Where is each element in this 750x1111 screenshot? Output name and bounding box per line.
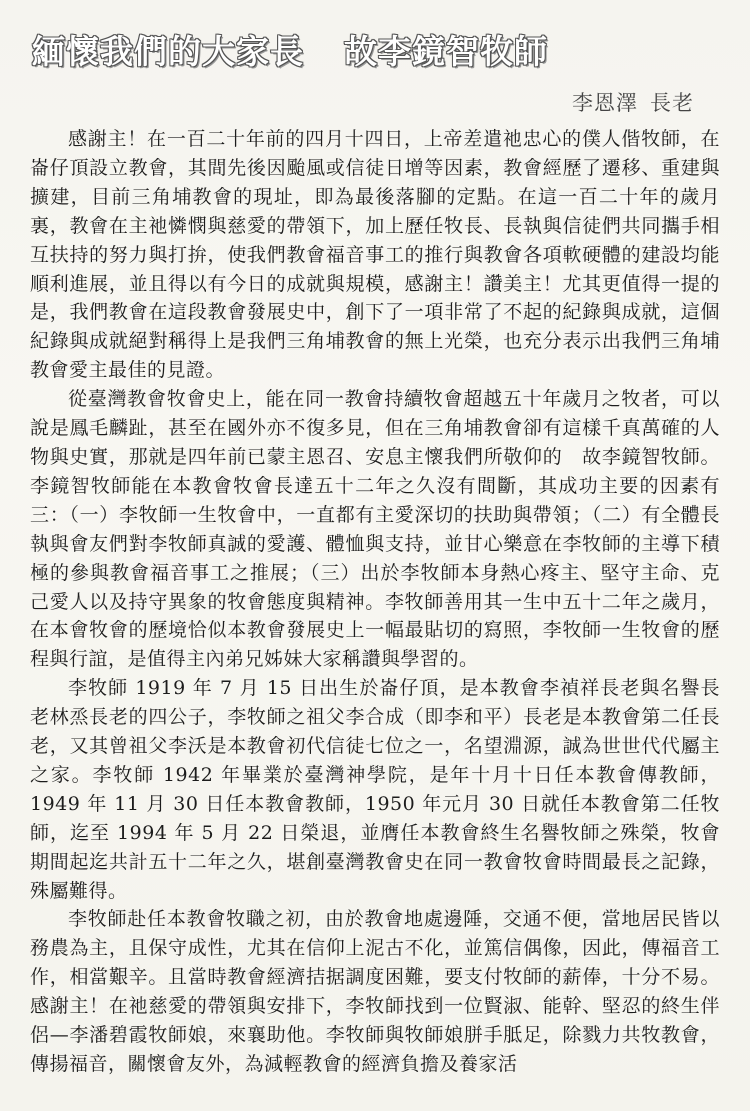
author-byline bbox=[572, 87, 694, 117]
paragraph-1: 感謝主！在一百二十年前的四月十四日，上帝差遣祂忠心的僕人偕牧師，在崙仔頂設立教會，其間先後因颱風或信徒日增等因素，教會經歷了遷移、重建與擴建，目前三角埔教會的現址，即為最後落腳的定點。在這一百二十年的歲月裏，教會在主祂憐憫與慈愛的帶領下，加上歷任牧長、長執與信徒們共同攜手相互扶持的努力與打拚，使我們教會福音事工的推行與教會各項軟硬體的建設均能順利進展，並且得以有今日的成就與規模，感謝主！讚美主！尤其更值得一提的是，我們教會在這段教會發展史中，創下了一項非常了不起的紀錄與成就，這個紀錄與成就絕對稱得上是我們三角埔教會的無上光榮，也充分表示出我們三角埔教會愛主最佳的見證。 bbox=[30, 128, 720, 382]
article-body bbox=[30, 125, 720, 1079]
author-role: 長老 bbox=[650, 91, 694, 115]
paragraph-4: 李牧師赴任本教會牧職之初，由於教會地處邊陲，交通不便，當地居民皆以務農為主，且保守成性，尤其在信仰上泥古不化，並篤信偶像，因此，傳福音工作，相當艱辛。且當時教會經濟拮据調度困難，要支付牧師的薪俸，十分不易。感謝主！在祂慈愛的帶領與安排下，李牧師找到一位賢淑、能幹、堅忍的終生伴侶—李潘碧霞牧師娘，來襄助他。李牧師與牧師娘胼手胝足，除戮力共牧教會，傳揚福音，關懷會友外，為減輕教會的經濟負擔及養家活 bbox=[30, 908, 720, 1075]
article-title bbox=[32, 26, 722, 73]
paragraph-3: 李牧師 1919 年 7 月 15 日出生於崙仔頂，是本教會李禎祥長老與名譽長老林烝長老的四公子，李牧師之祖父李合成（即李和平）長老是本教會第二任長老，又其曾祖父李沃是本教會初代信徒七位之一，名望淵源，誠為世世代代屬主之家。李牧師 1942 年畢業於臺灣神學院，是年十月十日任本教會傳教師，1949 年 11 月 30 日任本教會教師，1950 年元月 30 日就任本教會第二任牧師，迄至 1994 年 5 月 22 日榮退，並膺任本教會終生名譽牧師之殊榮，牧會期間起迄共計五十二年之久，堪創臺灣教會史在同一教會牧會時間最長之記錄，殊屬難得。 bbox=[30, 677, 720, 902]
article-title-main: 緬懷我們的大家長 bbox=[32, 32, 304, 71]
author-name: 李恩澤 bbox=[572, 91, 638, 115]
paragraph-2: 從臺灣教會牧會史上，能在同一教會持續牧會超越五十年歲月之牧者，可以說是鳳毛麟趾，甚至在國外亦不復多見，但在三角埔教會卻有這樣千真萬確的人物與史實，那就是四年前已蒙主恩召、安息主懷我們所敬仰的 故李鏡智牧師。李鏡智牧師能在本教會牧會長達五十二年之久沒有間斷，其成功主要的因素有三：（一）李牧師一生牧會中，一直都有主愛深切的扶助與帶領；（二）有全體長執與會友們對李牧師真誠的愛護、體恤與支持，並甘心樂意在李牧師的主導下積極的參與教會福音事工之推展；（三）出於李牧師本身熱心疼主、堅守主命、克己愛人以及持守異象的牧會態度與精神。李牧師善用其一生中五十二年之歲月，在本會牧會的歷境恰似本教會發展史上一幅最貼切的寫照，李牧師一生牧會的歷程與行誼，是值得主內弟兄姊妹大家稱讚與學習的。 bbox=[30, 388, 720, 671]
article-title-subject: 故李鏡智牧師 bbox=[344, 32, 548, 71]
